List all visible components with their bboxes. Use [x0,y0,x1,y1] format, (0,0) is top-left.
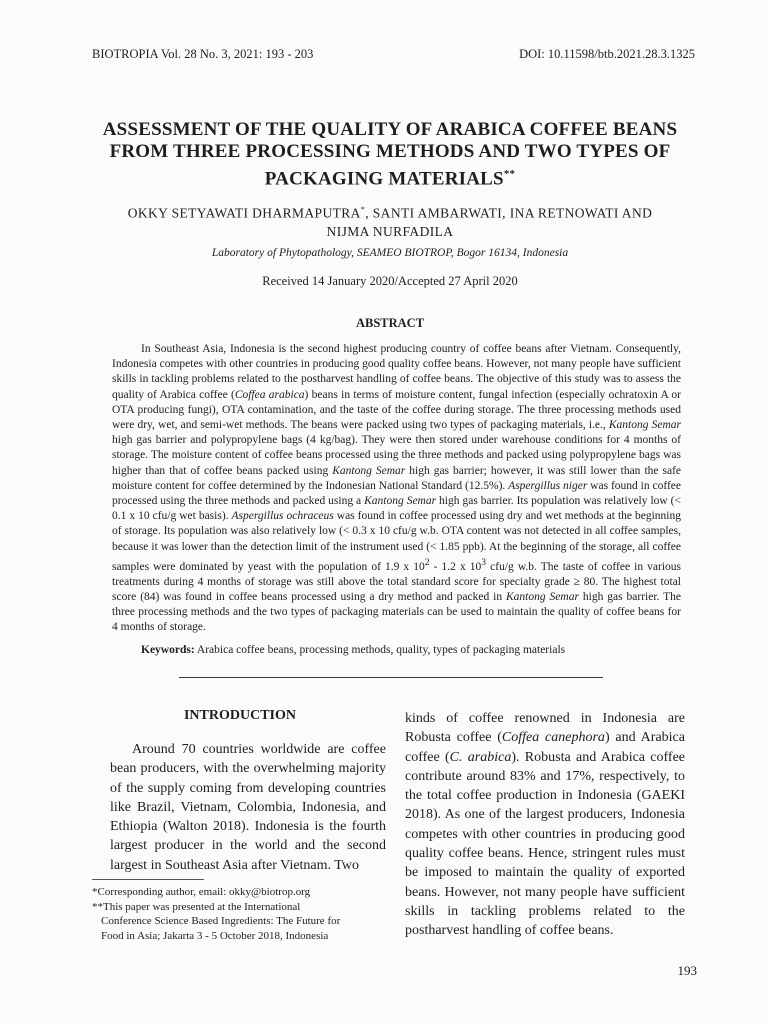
intro-text: ). Robusta and Arabica coffee contribute around 83% and 17%, respectively, to the total coffee production in Indonesia (GAEKI 2018). As one of the largest producers, Indonesia competes with other countries in producing good quality coffee beans. Hence, stringent rules must be imposed to maintain the quality of exported beans. However, not many people have sufficient skills in tackling problems related to the postharvest handling of coffee beans. [405,749,686,939]
other-authors: , SANTI AMBARWATI, INA RETNOWATI AND NIJMA NURFADILA [326,205,653,239]
intro-italic: C. arabica [449,749,512,765]
abstract-text: was found in coffee processed using the three methods and packed using a [112,479,681,508]
abstract-text: - 1.2 x 10 [429,560,482,573]
abstract-italic: Kantong Semar [506,591,579,604]
author-list [110,201,670,241]
footnote-conference: **This paper was presented at the International [92,900,301,913]
abstract-superscript: 2 [424,556,430,568]
first-author: OKKY SETYAWATI DHARMAPUTRA [127,205,361,221]
abstract-italic: Kantong Semar [364,495,437,508]
abstract-text: high gas barrier; however, it was still lower than the safe moisture content for coffee determined by the Indonesian National Standard (12.5%). [112,464,682,492]
abstract-italic: Aspergillus ochraceus [231,510,334,523]
running-header-doi: DOI: 10.11598/btb.2021.28.3.1325 [519,47,695,61]
abstract-text: was found in coffee processed using dry and wet methods at the beginning of storage. Its population was also relatively low (< 0.3 x 10 cfu/g w.b. OTA content was not detected in all coffee samples, because it was lower than the detection limit of the instrument used (< 1.85 ppb). At the beginning of the storage, all coffee samples were dominated by yeast with the population of 1.9 x 10 [112,510,681,573]
introduction-right-column [405,709,685,941]
affiliation: Laboratory of Phytopathology, SEAMEO BIOTROP, Bogor 16134, Indonesia [211,247,569,259]
abstract-text: cfu/g w.b. The taste of coffee in various treatments during 4 months of storage was still above the total standard score for specialty grade ≥ 80. The highest total score (84) was found in coffee beans processed using a dry method and packed in [112,560,681,604]
keywords-text: Arabica coffee beans, processing methods, quality, types of packaging materials [194,644,566,656]
abstract-italic: Aspergillus niger [508,479,588,492]
keywords-label: Keywords: [141,644,195,656]
footnote-conference-line3: Food in Asia; Jakarta 3 - 5 October 2018, Indonesia [101,929,329,942]
paper-title [90,119,690,190]
page-number: 193 [677,963,697,978]
abstract-text: high gas barrier. The three processing methods and the two types of packaging materials can be used to maintain the quality of coffee beans for 4 months of storage. [112,591,681,634]
abstract-heading: ABSTRACT [355,316,425,330]
footnote-corresponding: *Corresponding author, email: okky@biotrop.org [92,886,311,898]
abstract-text: high gas barrier and polypropylene bags (4 kg/bag). They were then stored under warehouse conditions for 4 months of storage. The moisture content of coffee beans processed using the three methods and packed using polypropylene bags was higher than that of coffee beans packed using [112,434,681,477]
abstract-italic: Kantong Semar [332,464,406,477]
introduction-left-column: Around 70 countries worldwide are coffee bean producers, with the overwhelming majority of the supply coming from developing countries like Brazil, Vietnam, Colombia, Indonesia, and Ethiopia (Walton 2018). Indonesia is the fourth largest producer in the world and the second largest in Southeast Asia after Vietnam. Two [110,742,386,873]
introduction-heading: INTRODUCTION [183,708,296,723]
intro-text: ) and Arabica coffee ( [405,730,685,765]
abstract-text: high gas barrier. Its population was relatively low (< 0.1 x 10 cfu/g wet basis). [112,495,681,523]
paper-title-text: ASSESSMENT OF THE QUALITY OF ARABICA COFFEE BEANS FROM THREE PROCESSING METHODS AND TWO TYPES OF PACKAGING MATERIALS [102,119,678,190]
abstract-italic: Kantong Semar [608,419,682,432]
received-dates: Received 14 January 2020/Accepted 27 April 2020 [262,274,518,288]
footnotes [92,885,392,943]
title-footnote-mark: ** [503,168,516,180]
section-divider [179,677,603,678]
running-header-journal: BIOTROPIA Vol. 28 No. 3, 2021: 193 - 203 [92,47,314,61]
abstract-body [112,342,681,636]
intro-italic: Coffea canephora [501,730,605,746]
corresponding-mark: * [360,205,366,214]
footnote-conference-line2: Conference Science Based Ingredients: The Future for [101,915,341,927]
keywords [141,644,686,656]
intro-text: kinds of coffee renowned in Indonesia are Robusta coffee ( [405,711,685,746]
abstract-text: ) beans in terms of moisture content, fungal infection (especially ochratoxin A or OTA producing fungi), OTA contamination, and the taste of the coffee during storage. The three processing methods used were dry, wet, and semi-wet methods. The beans were packed using two types of packaging materials, i.e., [112,388,681,432]
abstract-italic: Coffea arabica [234,388,305,401]
abstract-superscript: 3 [481,556,487,568]
abstract-text: In Southeast Asia, Indonesia is the second highest producing country of coffee beans after Vietnam. Consequently, Indonesia competes with other countries in producing good quality coffee beans. However, not many people have sufficient skills in tackling problems related to the postharvest handling of coffee beans. The objective of this study was to assess the quality of Arabica coffee ( [112,343,681,401]
footnote-rule [92,879,204,880]
